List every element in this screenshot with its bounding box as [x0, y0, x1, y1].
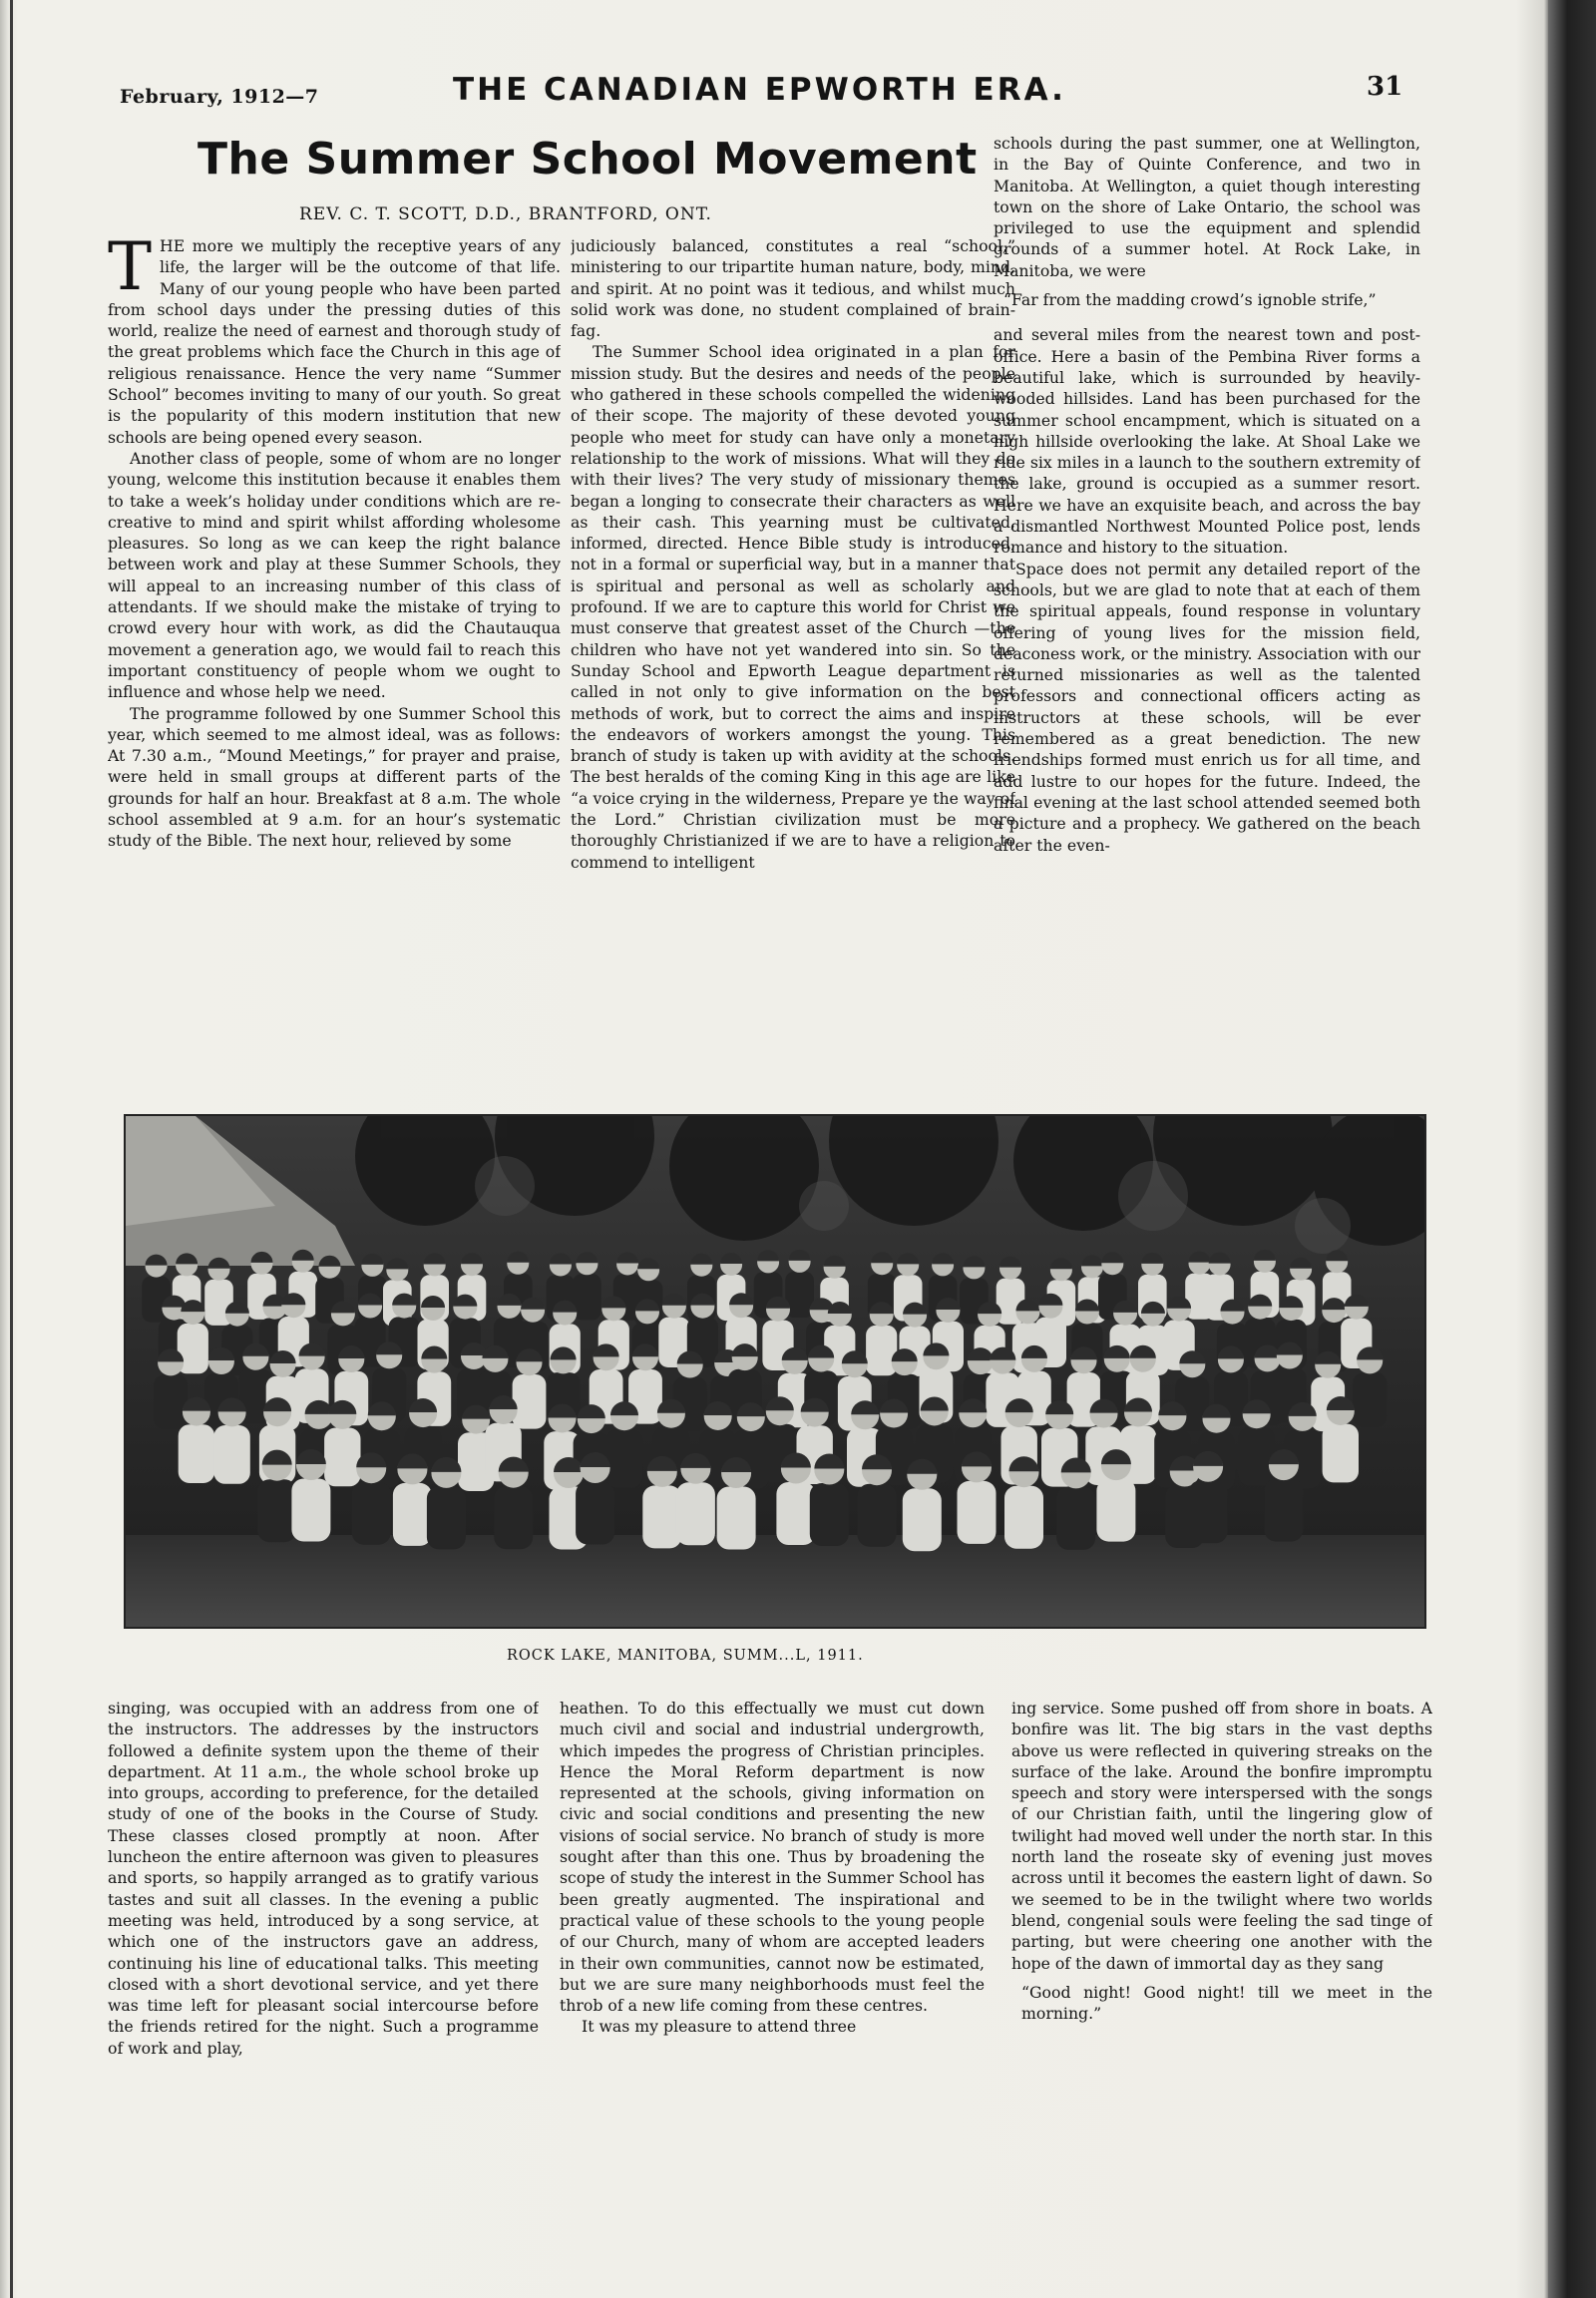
person-figure-body [179, 1424, 214, 1483]
paragraph: Another class of people, some of whom are no longer young, welcome this institution because it enables them to take a week’s holiday under conditions which are re-creative to mind and spirit whilst affording wholesome pleasures. So long as we can keep the right balance between work and play at these Summer Schools, they will appeal to an increasing number of this class of attendants. If we should make the mistake of trying to crowd every hour with work, as did the Chautauqua movement a generation ago, we would fail to reach this important constituency of people whom we ought to influence and whose help we need. [108, 448, 561, 702]
article-title: The Summer School Movement [198, 134, 978, 185]
person-figure-body [903, 1488, 942, 1551]
running-head [120, 72, 1416, 112]
paragraph: singing, was occupied with an address from one of the instructors. The addresses by the instructors followed a definite system upon the theme of their department. At 11 a.m., the whole school broke up into groups, according to preference, for the detailed study of one of the books in the Course of Study. These classes closed promptly at noon. After luncheon the entire afternoon was given to pleasures and sports, so happily arranged as to gratify various tastes and suit all classes. In the evening a public meeting was held, introduced by a song service, at which one of the instructors gave an address, continuing his line of educational talks. This meeting closed with a short devotional service, and yet there was time left for pleasant social intercourse before the friends retired for the night. Such a programme of work and play, [108, 1699, 539, 2058]
person-figure-body [352, 1482, 391, 1545]
person-figure-body [606, 1429, 642, 1488]
person-figure-body [291, 1479, 330, 1542]
text-column-5 [560, 1698, 985, 2256]
person-figure-body [427, 1486, 466, 1549]
person-figure-body [154, 1374, 188, 1429]
person-figure-body [573, 1274, 601, 1320]
person-figure-body [324, 1428, 360, 1487]
paragraph: judiciously balanced, constitutes a real “school,” ministering to our tripartite human nature, body, mind, and spirit. At no point was it tedious, and whilst much solid work was done, no student complained of brain-fag. [571, 236, 1015, 341]
photo-caption: ROCK LAKE, MANITOBA, SUMM...L, 1911. [507, 1648, 864, 1664]
person-figure-body [213, 1425, 249, 1484]
person-figure-body [1056, 1487, 1095, 1550]
person-figure-body [717, 1487, 756, 1550]
person-figure-body [1096, 1479, 1135, 1542]
paragraph: The programme followed by one Summer School this year, which seemed to me almost ideal, was as follows: At 7.30 a.m., “Mound Meetings,” for prayer and praise, were held in small groups at different parts of the grounds for half an hour. Breakfast at 8 a.m. The whole school assembled at 9 a.m. for an hour’s systematic study of the Bible. The next hour, relieved by some [108, 703, 561, 851]
person-figure-body [257, 1479, 296, 1542]
paragraph: schools during the past summer, one at Wellington, in the Bay of Quinte Conference, and two in Manitoba. At Wellington, a quiet though interesting town on the shore of Lake Ontario, the school was privileged to use the equipment and splendid grounds of a summer hotel. At Rock Lake, in Manitoba, we were [994, 134, 1420, 280]
poetry-quote: “Good night! Good night! till we meet in the morning.” [1021, 1982, 1432, 2024]
person-figure-body [858, 1484, 897, 1547]
person-figure-body [776, 1482, 815, 1545]
text-column-2 [571, 235, 1015, 1103]
issue-date: February, 1912—7 [120, 86, 319, 108]
paragraph: and several miles from the nearest town and post-office. Here a basin of the Pembina River forms a beautiful lake, which is surrounded by heavily-wooded hillsides. Land has been purchased for the summer school encampment, which is situated on a high hillside overlooking the lake. At Shoal Lake we ride six miles in a launch to the southern extremity of the lake, ground is occupied as a summer resort. Here we have an exquisite beach, and across the bay a dismantled Northwest Mounted Police post, lends romance and history to the situation. [994, 325, 1420, 558]
drop-cap: T [108, 235, 153, 305]
paragraph-text: HE more we multiply the receptive years of any life, the larger will be the outcome of that life. Many of our young people who have been parted from school days under the pressing duties of this world, realize the need of earnest and thorough study of the great problems which face the Church in this age of religious renaissance. Hence the very name “Summer School” becomes inviting to many of our youth. So great is the popularity of this modern institution that new schools are being opened every season. [108, 236, 561, 447]
person-figure-body [1239, 1427, 1275, 1486]
paragraph: Space does not permit any detailed report of the schools, but we are glad to note that at each of them the spiritual appeals, found response in voluntary offering of young lives for the mission field, deaconess work, or the ministry. Association with our returned missionaries as well as the talented professors and connectional officers acting as instructors at these schools, will be ever remembered as a great benediction. The new friendships formed must enrich us for all time, and add lustre to our hopes for the future. Indeed, the final evening at the last school attended seemed both a picture and a prophecy. We gathered on the beach after the even- [994, 559, 1420, 855]
person-figure-body [1353, 1372, 1387, 1427]
person-figure-body [494, 1486, 533, 1549]
person-figure-body [513, 1374, 547, 1429]
person-figure-body [1004, 1486, 1043, 1549]
text-column-6 [1011, 1698, 1432, 2256]
paragraph [108, 235, 561, 448]
paragraph: It was my pleasure to attend three [582, 2017, 857, 2037]
magazine-title: THE CANADIAN EPWORTH ERA. [453, 72, 1066, 108]
person-figure-body [958, 1481, 997, 1544]
group-photograph [124, 1114, 1426, 1629]
paragraph: heathen. To do this effectually we must cut down much civil and social and industrial undergrowth, which impedes the progress of Christian principles. Hence the Moral Reform department is now represented at the schools, giving information on civic and social conditions and presenting the new visions of social service. No branch of study is more sought after than this one. Thus by broadening the scope of study the interest in the Summer School has been greatly augmented. The inspirational and practical value of these schools to the young people of our Church, many of whom are accepted leaders in their own communities, cannot now be estimated, but we are sure many neighborhoods must feel the throb of a new life coming from these centres. [560, 1699, 985, 2016]
person-figure-body [642, 1485, 681, 1548]
poetry-quote: “Far from the madding crowd’s ignoble strife,” [1003, 290, 1377, 310]
paragraph: The Summer School idea originated in a plan for mission study. But the desires and needs of the people who gathered in these schools compelled the widening of their scope. The majority of these devoted young people who meet for study can have only a monetary relationship to the work of missions. What will they do with their lives? The very study of missionary themes began a longing to consecrate their characters as well as their cash. This yearning must be cultivated, informed, directed. Hence Bible study is introduced, not in a formal or superficial way, but in a manner that is spiritual and personal as well as scholarly and profound. If we are to capture this world for Christ we must conserve that greatest asset of the Church —the children who have not yet wandered into sin. So the Sunday School and Epworth League department is called in not only to give information on the best methods of work, but to correct the aims and inspire the endeavors of workers amongst the young. This branch of study is taken up with avidity at the schools. The best heralds of the coming King in this age are like “a voice crying in the wilderness, Prepare ye the way of the Lord.” Christian civilization must be more thoroughly Christianized if we are to have a religion to commend to intelligent [571, 342, 1015, 872]
photo-illustration [126, 1116, 1424, 1627]
person-figure-body [576, 1482, 614, 1545]
person-figure-body [1264, 1479, 1303, 1542]
person-figure-body [1323, 1424, 1359, 1483]
page-number: 31 [1367, 72, 1403, 102]
person-figure-body [1189, 1480, 1228, 1543]
paragraph: ing service. Some pushed off from shore in boats. A bonfire was lit. The big stars in the vast depths above us were reflected in quivering streaks on the surface of the lake. Around the bonfire impromptu speech and story were interspersed with the songs of our Christian faith, until the lingering glow of twilight had moved well under the north star. In this north land the roseate sky of evening just moves across until it becomes the eastern light of dawn. So we seemed to be in the twilight where two worlds blend, congenial souls were feeling the sad tinge of parting, but were cheering one another with the hope of the dawn of immortal day as they sang [1011, 1699, 1432, 1973]
text-column-3 [994, 133, 1420, 1103]
text-column-4 [108, 1698, 539, 2256]
text-column-1 [108, 235, 561, 1103]
person-figure-body [393, 1483, 432, 1546]
person-figure-body [810, 1483, 849, 1546]
person-figure-body [866, 1326, 897, 1375]
article-byline: REV. C. T. SCOTT, D.D., BRANTFORD, ONT. [299, 204, 712, 224]
person-figure-body [676, 1482, 715, 1545]
